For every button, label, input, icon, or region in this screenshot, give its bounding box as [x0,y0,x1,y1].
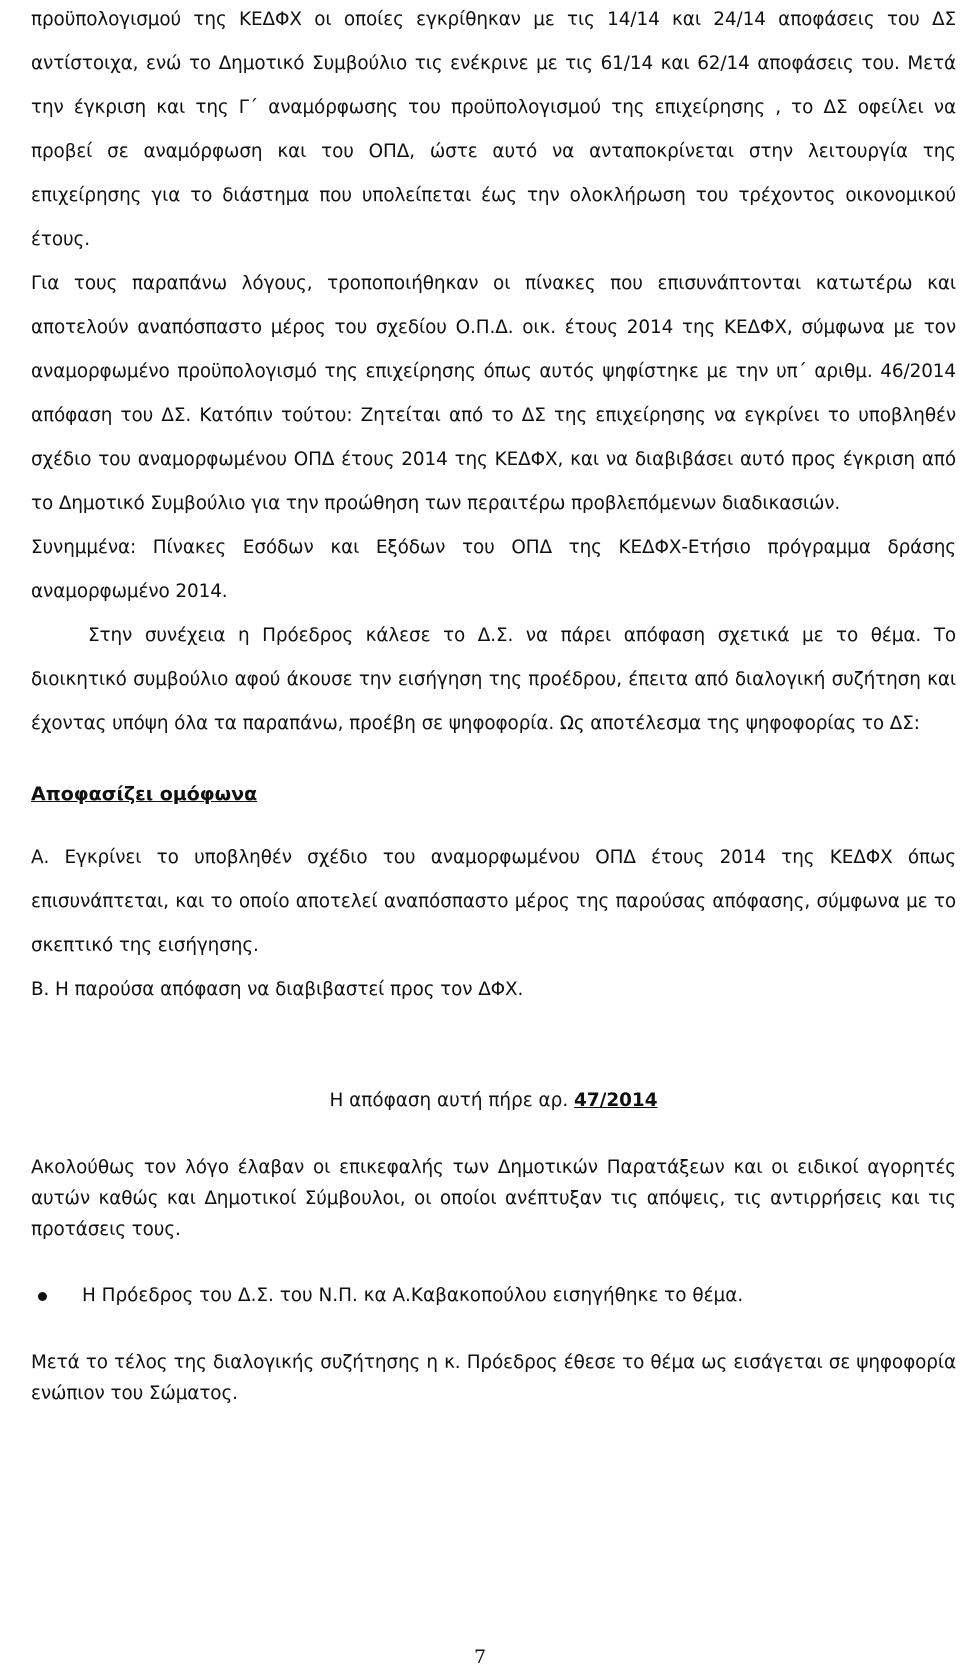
paragraph-vote-after-discussion: Μετά το τέλος της διαλογικής συζήτησης η κ. Πρόεδρος έθεσε το θέμα ως εισάγεται σε ψηφοφορία ενώπιον του Σώματος. [31,1352,956,1404]
spacer [31,1116,956,1152]
spacer [31,816,956,836]
document-page [31,0,956,1678]
spacer [31,1012,956,1086]
bullet-icon [38,1292,47,1301]
paragraph-budget-approval: προϋπολογισμού της ΚΕΔΦΧ οι οποίες εγκρίθηκαν με τις 14/14 και 24/14 αποφάσεις του ΔΣ αντίστοιχα, ενώ το Δημοτικό Συμβούλιο τις ενέκρινε με τις 61/14 και 62/14 αποφάσεις του. Μετά την έγκριση και της Γ΄ αναμόρφωσης του προϋπολογισμού της επιχείρησης , το ΔΣ οφείλει να προβεί σε αναμόρφωση και του ΟΠΔ, ώστε αυτό να ανταποκρίνεται στην λειτουργία της επιχείρησης για το διάστημα που υπολείπεται έως την ολοκλήρωση του τρέχοντος οικονομικού έτους. [31,9,956,250]
spacer [31,1245,956,1281]
bullet-item-text: Η Πρόεδρος του Δ.Σ. του Ν.Π. κα Α.Καβακοπούλου εισηγήθηκε το θέμα. [82,1285,744,1306]
decision-item-b: Β. Η παρούσα απόφαση να διαβιβαστεί προς τον ΔΦΧ. [31,979,524,1000]
decision-heading: Αποφασίζει ομόφωνα [31,783,258,805]
decision-number-line [31,1086,956,1116]
paragraph-faction-leaders: Ακολούθως τον λόγο έλαβαν οι επικεφαλής των Δημοτικών Παρατάξεων και οι ειδικοί αγορητές αυτών καθώς και Δημοτικοί Σύμβουλοι, οι οποίοι ανέπτυξαν τις απόψεις, τις αντιρρήσεις και τις προτάσεις τους. [31,1157,956,1240]
spacer [31,1311,956,1347]
bullet-list-item [31,1281,956,1311]
decision-item-a: Α. Εγκρίνει το υποβληθέν σχέδιο του αναμορφωμένου ΟΠΔ έτους 2014 της ΚΕΔΦΧ όπως επισυνάπτεται, και το οποίο αποτελεί αναπόσπαστο μέρος της παρούσας απόφασης, σύμφωνα με το σκεπτικό της εισήγησης. [31,847,956,956]
paragraph-attachments: Συνημμένα: Πίνακες Εσόδων και Εξόδων του ΟΠΔ της ΚΕΔΦΧ-Ετήσιο πρόγραμμα δράσης αναμορφωμένο 2014. [31,537,956,602]
paragraph-vote-procedure: Στην συνέχεια η Πρόεδρος κάλεσε το Δ.Σ. να πάρει απόφαση σχετικά με το θέμα. Το διοικητικό συμβούλιο αφού άκουσε την εισήγηση της προέδρου, έπειτα από διαλογική συζήτηση και έχοντας υπόψη όλα τα παραπάνω, προέβη σε ψηφοφορία. Ως αποτέλεσμα της ψηφοφορίας το ΔΣ: [31,625,956,734]
page-number: 7 [473,1646,487,1668]
decision-number-prefix: Η απόφαση αυτή πήρε αρ. [329,1090,575,1111]
decision-number: 47/2014 [574,1090,658,1111]
paragraph-table-modifications: Για τους παραπάνω λόγους, τροποποιήθηκαν οι πίνακες που επισυνάπτονται κατωτέρω και αποτελούν αναπόσπαστο μέρος του σχεδίου Ο.Π.Δ. οικ. έτους 2014 της ΚΕΔΦΧ, σύμφωνα με τον αναμορφωμένο προϋπολογισμό της επιχείρησης όπως αυτός ψηφίστηκε με την υπ΄ αριθμ. 46/2014 απόφαση του ΔΣ. Κατόπιν τούτου: Ζητείται από το ΔΣ της επιχείρησης να εγκρίνει το υποβληθέν σχέδιο του αναμορφωμένου ΟΠΔ έτους 2014 της ΚΕΔΦΧ, και να διαβιβάσει αυτό προς έγκριση από το Δημοτικό Συμβούλιο για την προώθηση των περαιτέρω προβλεπόμενων διαδικασιών. [31,273,956,514]
